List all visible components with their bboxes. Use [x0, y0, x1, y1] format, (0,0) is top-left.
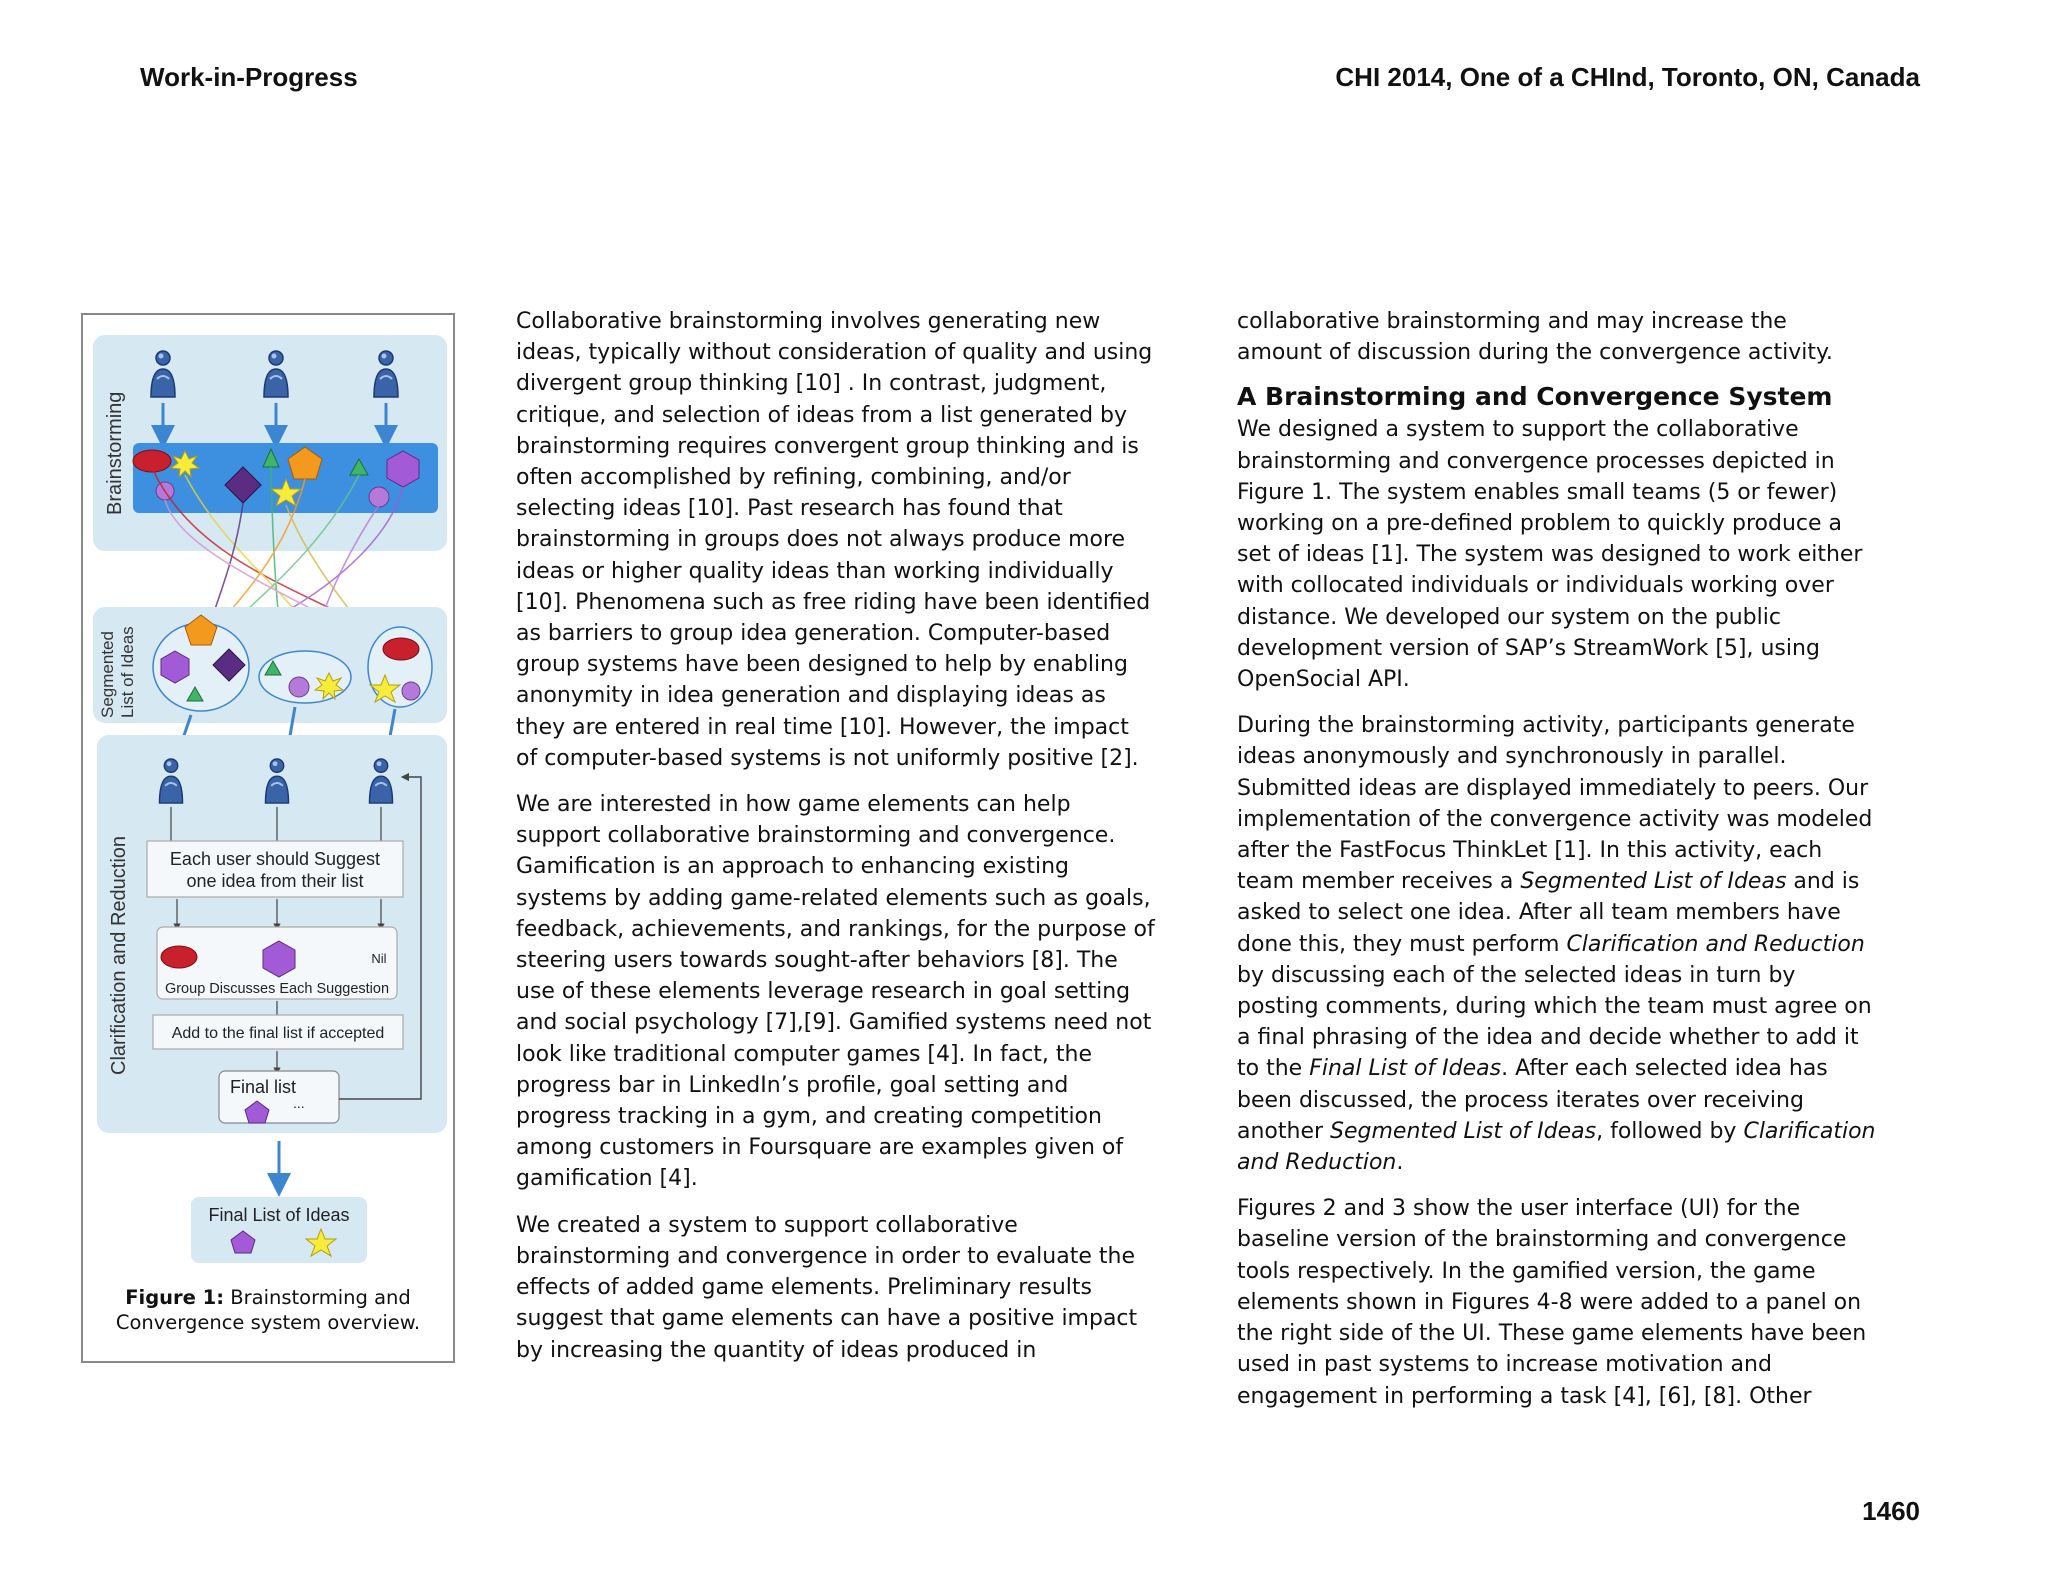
caption-text-line2: Convergence system overview.	[115, 1311, 421, 1334]
caption-text-line1: Brainstorming and	[224, 1286, 411, 1309]
clarification-label: Clarification and Reduction	[108, 835, 130, 1075]
page-number: 1460	[1862, 1496, 1920, 1526]
red-oval-icon	[133, 450, 171, 472]
nil-label: Nil	[371, 951, 387, 966]
middle-column	[516, 306, 1156, 1381]
figure-caption	[83, 1285, 453, 1335]
suggest-line1: Each user should Suggest	[169, 849, 381, 869]
paragraph: We designed a system to support the collaborative brainstorming and convergence processes depicted in Figure 1. The system enables small teams (5 or fewer) working on a pre-defined problem to quickly produce a set of ideas [1]. The system was designed to work either with collocated individuals or individuals working over distance. We developed our system on the public development version of SAP’s StreamWork [5], using OpenSocial API.	[1237, 417, 1863, 693]
paragraph: During the brainstorming activity, participants generate ideas anonymously and synchronously in parallel. Submitted ideas are displayed immediately to peers. Our implementation of the convergence activity was modeled after the FastFocus ThinkLet [1]. In this activity, each team member receives a Segmented List of Ideas and is asked to select one idea. After all team members have done this, they must perform Clarification and Reduction by discussing each of the selected ideas in turn by posting comments, during which the team must agree on a final phrasing of the idea and decide whether to add it to the Final List of Ideas. After each selected idea has been discussed, the process iterates over receiving another Segmented List of Ideas, followed by Clarification and Reduction.	[1237, 713, 1876, 1176]
figure-1-diagram	[83, 315, 457, 1275]
segmented-label-line2: List of Ideas	[118, 626, 137, 718]
running-header-left: Work-in-Progress	[140, 62, 358, 92]
brainstorming-label: Brainstorming	[104, 391, 126, 515]
purple-circle-icon	[402, 682, 420, 700]
red-oval-icon	[383, 638, 419, 660]
suggest-line2: one idea from their list	[186, 871, 364, 891]
add-final-label: Add to the final list if accepted	[171, 1025, 385, 1042]
paragraph: We created a system to support collaborative brainstorming and convergence in order to evaluate the effects of added game elements. Preliminary results suggest that game elements can have a positive impact by increasing the quantity of ideas produced in	[516, 1212, 1138, 1363]
caption-label: Figure 1:	[125, 1286, 225, 1309]
paragraph: We are interested in how game elements can help support collaborative brainstorming and convergence. Gamification is an approach to enhancing existing systems by adding game-related elements such as goals, feedback, achievements, and rankings, for the purpose of steering users towards sought-after behaviors [8]. The use of these elements leverage research in goal setting and social psychology [7],[9]. Gamified systems need not look like traditional computer games [4]. In fact, the progress bar in LinkedIn’s profile, goal setting and progress tracking in a gym, and creating competition among customers in Foursquare are examples given of gamification [4].	[516, 792, 1155, 1192]
section-heading: A Brainstorming and Convergence System	[1237, 382, 1833, 412]
paragraph: Collaborative brainstorming involves generating new ideas, typically without consideration of quality and using divergent group thinking [10] . In contrast, judgment, critique, and selection of ideas from a list generated by brainstorming requires convergent group thinking and is often accomplished by refining, combining, and/or selecting ideas [10]. Past research has found that brainstorming in groups does not always produce more ideas or higher quality ideas than working individually [10]. Phenomena such as free riding have been identified as barriers to group idea generation. Computer-based group systems have been designed to help by enabling anonymity in idea generation and displaying ideas as they are entered in real time [10]. However, the impact of computer-based systems is not uniformly positive [2].	[516, 309, 1153, 771]
red-oval-icon	[161, 946, 197, 968]
group-discusses-label: Group Discusses Each Suggestion	[164, 981, 390, 997]
purple-circle-icon	[289, 677, 309, 697]
running-header-right: CHI 2014, One of a CHInd, Toronto, ON, Canada	[1335, 62, 1920, 92]
final-list-label: Final list	[229, 1077, 297, 1097]
segmented-label-line1: Segmented	[98, 631, 117, 718]
figure-1	[81, 313, 455, 1363]
right-column	[1237, 306, 1877, 1427]
purple-circle-icon	[369, 487, 389, 507]
paragraph: Figures 2 and 3 show the user interface (UI) for the baseline version of the brainstorming and convergence tools respectively. In the gamified version, the game elements shown in Figures 4-8 were added to a panel on the right side of the UI. These game elements have been used in past systems to increase motivation and engagement in performing a task [4], [6], [8]. Other	[1237, 1196, 1867, 1409]
paragraph: collaborative brainstorming and may increase the amount of discussion during the convergence activity.	[1237, 309, 1833, 366]
final-list-of-ideas-label: Final List of Ideas	[208, 1205, 350, 1225]
final-list-ellipsis: ...	[293, 1095, 305, 1111]
